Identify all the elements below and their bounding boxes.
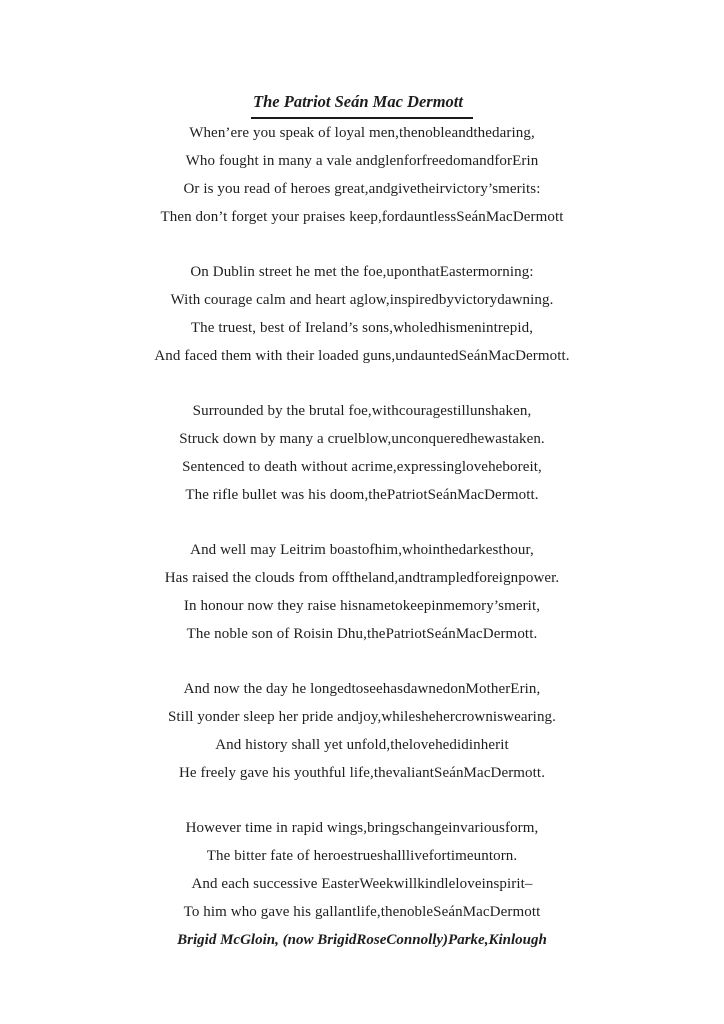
poem-line: The noble son of Roisin Dhu,thePatriotSeánMacDermott. [186,626,538,642]
poem-line: In honour now they raise hisnametokeepinmemory’smerit, [183,598,541,614]
poem-line: When’ere you speak of loyal men,thenobleandthedaring, [189,125,535,141]
poem-line: And history shall yet unfold,thelovehedidinherit [215,737,509,753]
poem-stanza-5 [0,675,724,787]
poem-stanza-2 [0,258,724,370]
poem-line: However time in rapid wings,bringschangeinvariousform, [185,820,539,836]
poem-stanza-3 [0,397,724,509]
poem-line: Or is you read of heroes great,andgivetheirvictory’smerits: [183,181,541,197]
poem-line: The truest, best of Ireland’s sons,wholedhismenintrepid, [190,320,534,336]
poem-title [0,88,724,119]
poem-line: The rifle bullet was his doom,thePatriotSeánMacDermott. [185,487,539,503]
poem-line: He freely gave his youthful life,thevaliantSeánMacDermott. [178,765,546,781]
poem-line: The bitter fate of heroestrueshalllivefortimeuntorn. [206,848,518,864]
poem-stanza-4 [0,536,724,648]
poem-line: And each successive EasterWeekwillkindleloveinspirit– [191,876,533,892]
poem-line: Struck down by many a cruelblow,unconqueredhewastaken. [179,431,545,447]
poem-line: Sentenced to death without acrime,expressingloveheboreit, [182,459,542,475]
poem-line: With courage calm and heart aglow,inspiredbyvictorydawning. [170,292,554,308]
attribution-line: Brigid McGloin, (now BrigidRoseConnolly)Parke,Kinlough [177,932,547,948]
poem-line: And faced them with their loaded guns,undauntedSeánMacDermott. [154,348,570,364]
poem-line: On Dublin street he met the foe,uponthatEastermorning: [190,264,534,280]
poem-title-text: The Patriot Seán Mac Dermott [251,88,473,119]
poem-line: And well may Leitrim boastofhim,whointhedarkesthour, [190,542,534,558]
poem-line: Then don’t forget your praises keep,fordauntlessSeánMacDermott [160,209,564,225]
poem-stanza-6 [0,814,724,926]
poem-line: And now the day he longedtoseehasdawnedonMotherErin, [183,681,541,697]
poem-line: Has raised the clouds from offtheland,andtrampledforeignpower. [164,570,560,586]
poem-line: Still yonder sleep her pride andjoy,whileshehercrowniswearing. [167,709,557,725]
poem-stanza-1 [0,119,724,231]
poem-line: To him who gave his gallantlife,thenobleSeánMacDermott [183,904,541,920]
poem-line: Surrounded by the brutal foe,withcouragestillunshaken, [192,403,532,419]
poem-line: Who fought in many a vale andglenforfreedomandforErin [185,153,539,169]
